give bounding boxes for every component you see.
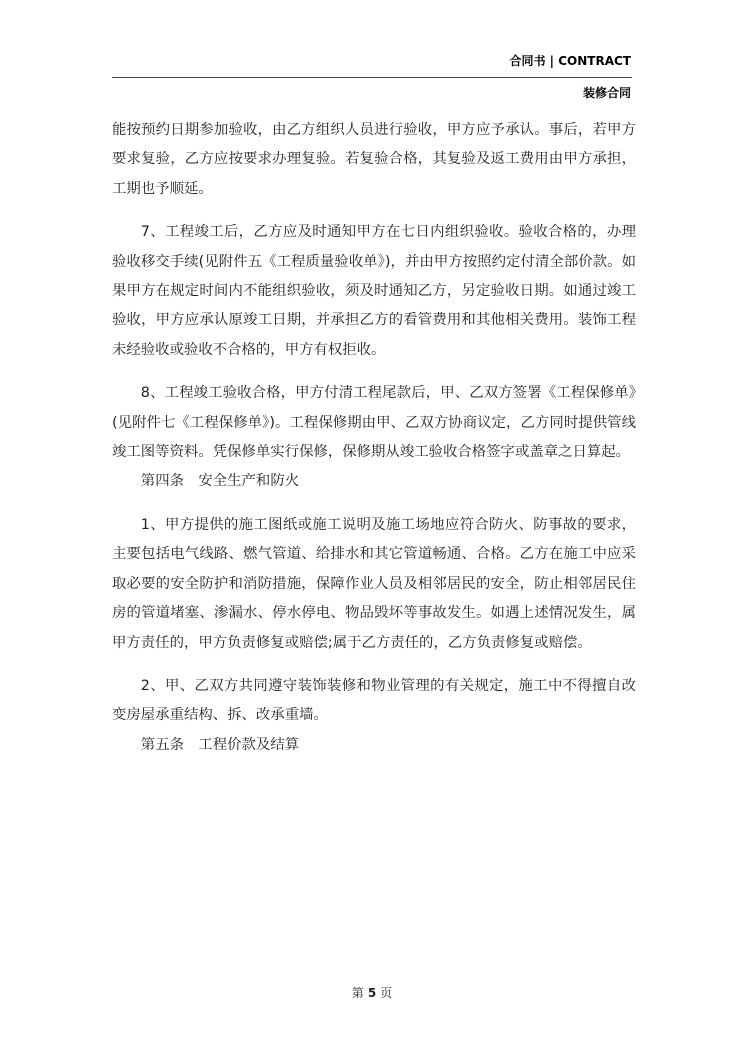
- header-subtitle: 装修合同: [582, 86, 631, 100]
- paragraph-fire-safety-1: 1、甲方提供的施工图纸或施工说明及施工场地应符合防火、防事故的要求，主要包括电气线路、燃气管道、给排水和其它管道畅通、合格。乙方在施工中应采取必要的安全防护和消防措施，保障作业人员及相邻居民的安全，防止相邻居民住房的管道堵塞、渗漏水、停水停电、物品毁坏等事故发生。如遇上述情况发生，属甲方责任的，甲方负责修复或赔偿;属于乙方责任的，乙方负责修复或赔偿。: [112, 516, 636, 651]
- paragraph-fire-safety-2: 2、甲、乙双方共同遵守装饰装修和物业管理的有关规定，施工中不得擅自改变房屋承重结构、拆、改承重墙。: [112, 677, 636, 724]
- page-suffix: 页: [380, 986, 393, 1000]
- page-footer: [0, 984, 744, 1001]
- header-title: 合同书 | CONTRACT: [509, 54, 631, 68]
- section-heading-article-5: 第五条 工程价款及结算: [140, 736, 300, 753]
- paragraph-clause-7: 7、工程竣工后，乙方应及时通知甲方在七日内组织验收。验收合格的，办理验收移交手续(见附件五《工程质量验收单》)，并由甲方按照约定付清全部价款。如果甲方在规定时间内不能组织验收，须及时通知乙方，另定验收日期。如通过竣工验收，甲方应承认原竣工日期，并承担乙方的看管费用和其他相关费用。装饰工程未经验收或验收不合格的，甲方有权拒收。: [112, 224, 636, 358]
- section-heading-article-4: 第四条 安全生产和防火: [140, 473, 300, 490]
- paragraph-continuation: 能按预约日期参加验收，由乙方组织人员进行验收，甲方应予承认。事后，若甲方要求复验，乙方应按要求办理复验。若复验合格，其复验及返工费用由甲方承担，工期也予顺延。: [112, 122, 636, 197]
- document-body: [112, 116, 636, 774]
- page-prefix: 第: [351, 986, 364, 1000]
- header-divider: [112, 77, 632, 78]
- page-number: 5: [367, 986, 377, 1000]
- paragraph-clause-8: 8、工程竣工验收合格，甲方付清工程尾款后，甲、乙双方签署《工程保修单》(见附件七《工程保修单》)。工程保修期由甲、乙双方协商议定，乙方同时提供管线竣工图等资料。凭保修单实行保修，保修期从竣工验收合格签字或盖章之日算起。: [112, 385, 636, 461]
